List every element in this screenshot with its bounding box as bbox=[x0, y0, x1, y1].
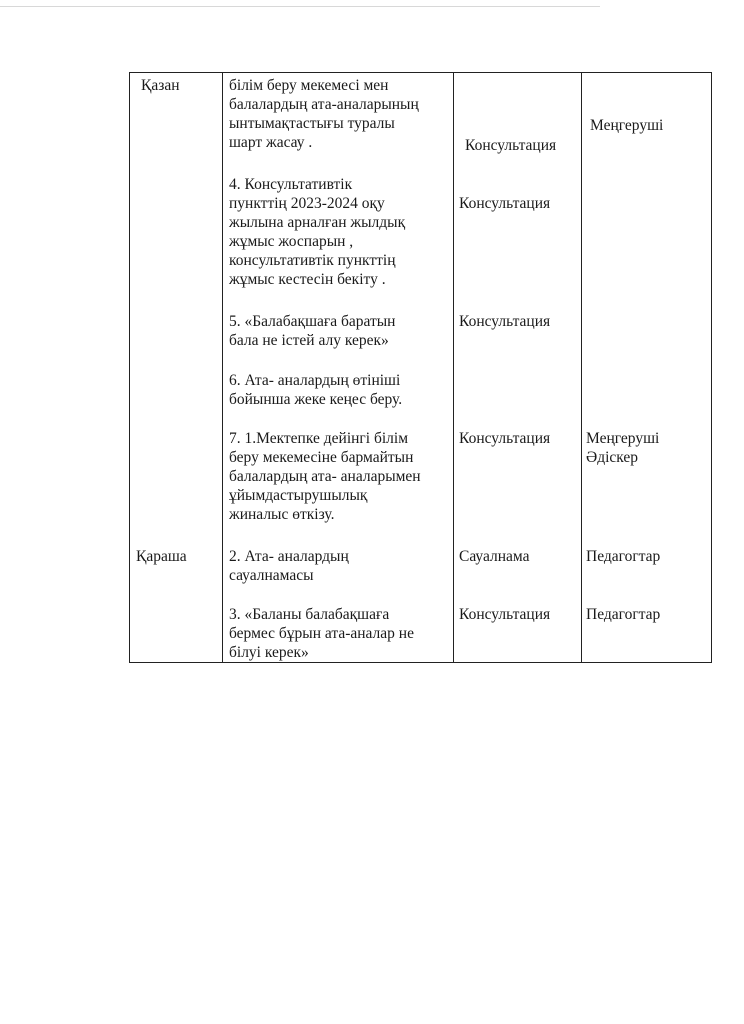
event-form: Консультация bbox=[459, 606, 551, 623]
column-divider bbox=[453, 73, 454, 662]
event-text: балалардың ата- аналарымен bbox=[229, 468, 421, 485]
event-form: Консультация bbox=[459, 430, 551, 447]
event-text: 4. Консультативтік bbox=[229, 176, 353, 193]
event-text: ынтымақтастығы туралы bbox=[229, 115, 395, 132]
event-text: бермес бұрын ата-аналар не bbox=[229, 625, 414, 642]
event-text: білуі керек» bbox=[229, 644, 309, 661]
event-text: беру мекемесіне бармайтын bbox=[229, 449, 414, 466]
event-responsible: Меңгеруші bbox=[586, 430, 660, 447]
event-text: жұмыс жоспарын , bbox=[229, 233, 354, 250]
event-text: пункттің 2023-2024 оқу bbox=[229, 195, 385, 212]
event-text: білім беру мекемесі мен bbox=[229, 77, 389, 94]
month-cell-karasha: Қараша bbox=[136, 548, 187, 565]
event-text: 6. Ата- аналардың өтініші bbox=[229, 372, 401, 389]
event-responsible: Әдіскер bbox=[586, 449, 639, 466]
event-responsible: Педагогтар bbox=[586, 548, 661, 565]
event-text: жылына арналған жылдық bbox=[229, 214, 406, 231]
event-text: жұмыс кестесін бекіту . bbox=[229, 271, 386, 288]
event-text: бала не істей алу керек» bbox=[229, 332, 389, 349]
event-text: 2. Ата- аналардың bbox=[229, 548, 349, 565]
event-text: 7. 1.Мектепке дейінгі білім bbox=[229, 430, 408, 447]
event-text: ұйымдастырушылық bbox=[229, 487, 368, 504]
plan-table bbox=[129, 72, 712, 663]
event-text: шарт жасау . bbox=[229, 134, 313, 151]
event-responsible: Педагогтар bbox=[586, 606, 661, 623]
month-cell-kazan: Қазан bbox=[141, 77, 180, 94]
event-text: жиналыс өткізу. bbox=[229, 506, 335, 523]
event-text: сауалнамасы bbox=[229, 567, 314, 584]
event-responsible: Меңгеруші bbox=[590, 117, 664, 134]
column-divider bbox=[222, 73, 223, 662]
event-text: балалардың ата-аналарының bbox=[229, 96, 419, 113]
column-divider bbox=[581, 73, 582, 662]
event-text: консультативтік пункттің bbox=[229, 252, 396, 269]
event-form: Консультация bbox=[459, 195, 551, 212]
event-form: Сауалнама bbox=[459, 548, 530, 565]
scan-top-edge bbox=[0, 6, 600, 7]
event-text: 5. «Балабақшаға баратын bbox=[229, 313, 396, 330]
event-text: бойынша жеке кеңес беру. bbox=[229, 391, 403, 408]
event-form: Консультация bbox=[465, 137, 557, 154]
event-text: 3. «Баланы балабақшаға bbox=[229, 606, 390, 623]
event-form: Консультация bbox=[459, 313, 551, 330]
